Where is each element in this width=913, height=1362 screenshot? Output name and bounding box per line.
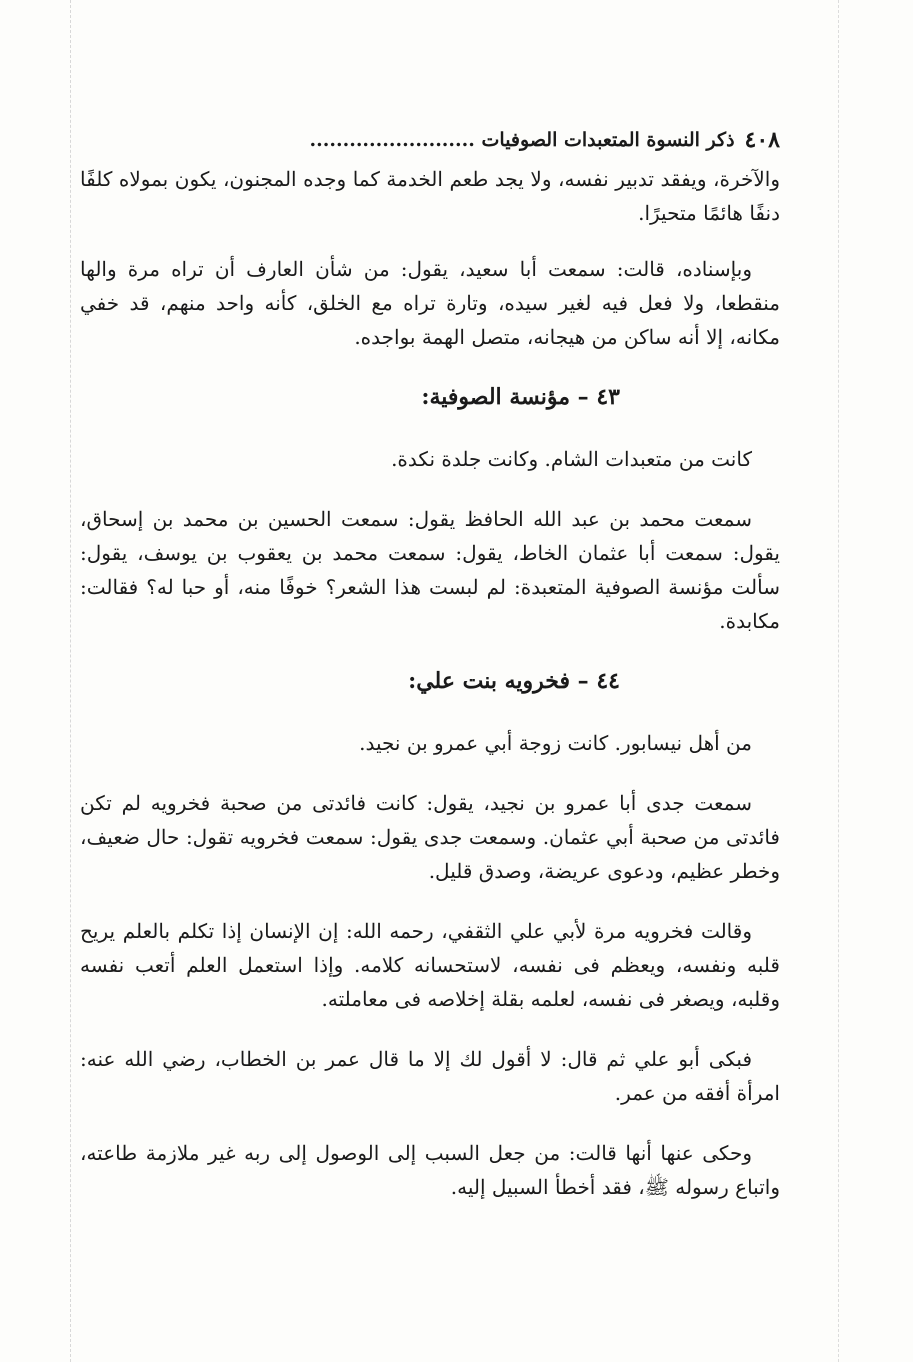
running-title	[75, 129, 735, 151]
paragraph: وحكى عنها أنها قالت: من جعل السبب إلى الوصول إلى ربه غير ملازمة طاعته، واتباع رسوله ﷺ، فقد أخطأ السبيل إليه.	[80, 1141, 780, 1199]
scan-edge-right	[838, 0, 839, 1362]
running-title-text: ذكر النسوة المتعبدات الصوفيات	[481, 129, 735, 151]
section-heading: ٤٤ – فخرويه بنت علي:	[408, 668, 620, 694]
paragraph: وقالت فخرويه مرة لأبي علي الثقفي، رحمه الله: إن الإنسان إذا تكلم بالعلم يريح قلبه ونفسه، ويعظم فى نفسه، لاستحسانه كلامه. وإذا استعمل العلم أتعب نفسه وقلبه، ويصغر فى نفسه، لعلمه بقلة إخلاصه فى معاملته.	[80, 919, 780, 1011]
paragraph: والآخرة، ويفقد تدبير نفسه، ولا يجد طعم الخدمة كما وجده المجنون، يكون بمولاه كلفًا دنفًا هائمًا متحيرًا.	[80, 167, 780, 225]
page-number: ٤٠٨	[744, 127, 780, 153]
scan-edge-left	[70, 0, 71, 1362]
page-header	[75, 120, 780, 160]
page-body	[80, 162, 780, 1230]
section-heading: ٤٣ – مؤنسة الصوفية:	[421, 384, 620, 410]
paragraph: سمعت جدى أبا عمرو بن نجيد، يقول: كانت فائدتى من صحبة فخرويه لم تكن فائدتى من صحبة أبي عثمان. وسمعت جدى يقول: سمعت فخرويه تقول: حال ضعيف، وخطر عظيم، ودعوى عريضة، وصدق قليل.	[80, 791, 780, 883]
paragraph: فبكى أبو علي ثم قال: لا أقول لك إلا ما قال عمر بن الخطاب، رضي الله عنه: امرأة أفقه من عمر.	[80, 1047, 780, 1105]
leader-dots: .........................	[309, 129, 475, 151]
paragraph: من أهل نيسابور. كانت زوجة أبي عمرو بن نجيد.	[359, 731, 752, 755]
paragraph: وبإسناده، قالت: سمعت أبا سعيد، يقول: من شأن العارف أن تراه مرة والها منقطعا، ولا فعل فيه لغير سيده، وتارة تراه مع الخلق، كأنه واحد منهم، قد خفي مكانه، إلا أنه ساكن من هيجانه، متصل الهمة بواجده.	[80, 257, 780, 349]
paragraph: كانت من متعبدات الشام. وكانت جلدة نكدة.	[391, 447, 752, 471]
paragraph: سمعت محمد بن عبد الله الحافظ يقول: سمعت الحسين بن محمد بن إسحاق، يقول: سمعت أبا عثمان الخاط، يقول: سمعت محمد بن يعقوب بن يوسف، يقول: سألت مؤنسة الصوفية المتعبدة: لم لبست هذا الشعر؟ خوفًا منه، أو حبا له؟ فقالت: مكابدة.	[80, 507, 780, 633]
